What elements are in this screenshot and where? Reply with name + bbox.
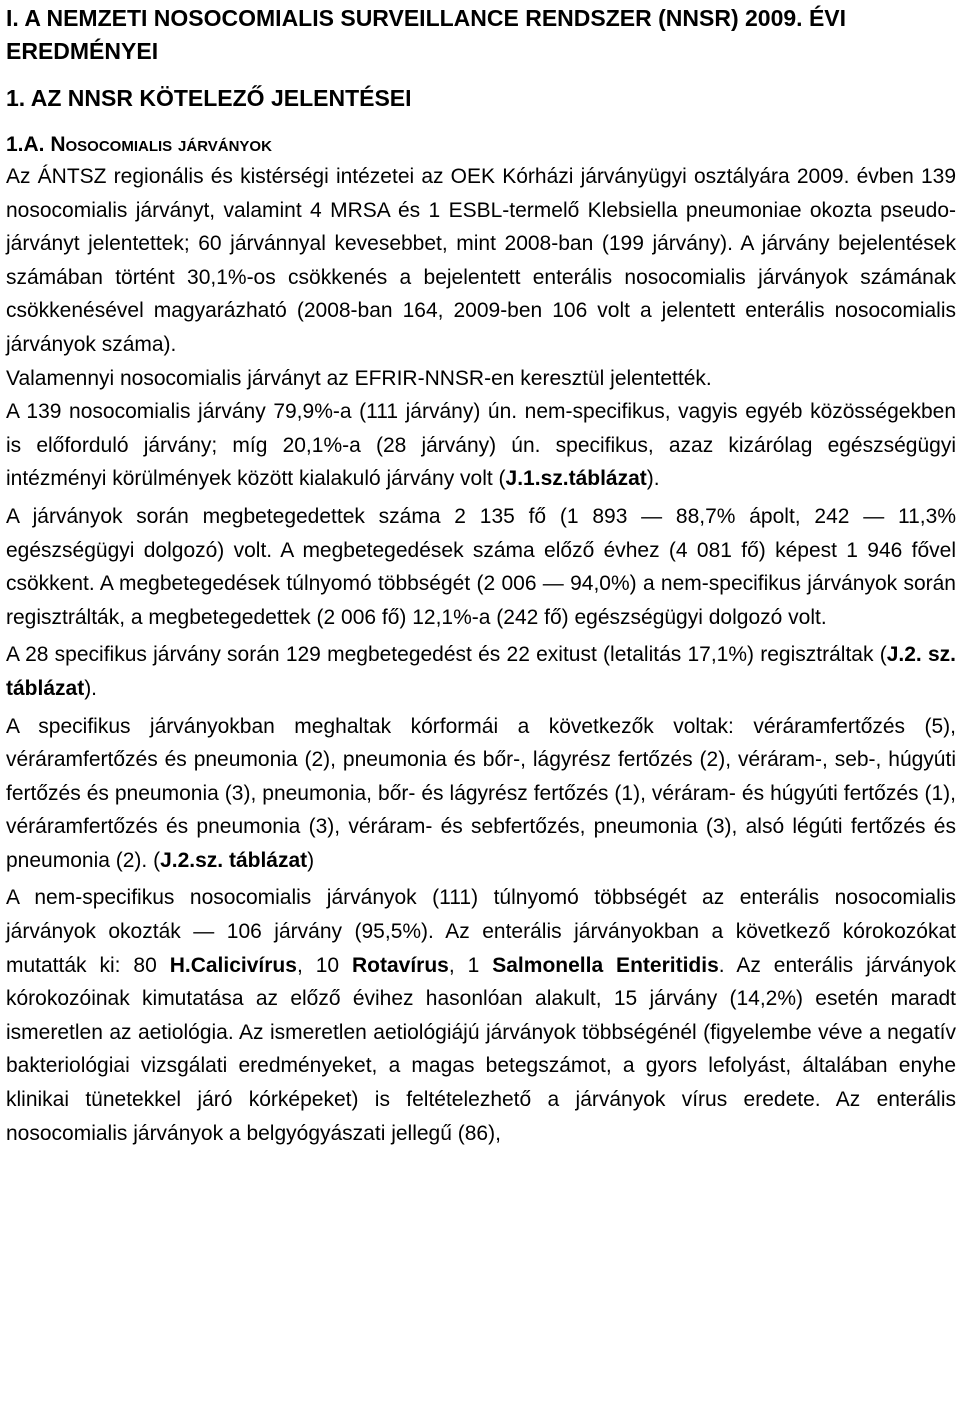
paragraph-5: [6, 638, 956, 705]
table-reference: J.2.sz. táblázat: [160, 848, 308, 872]
paragraph-6: [6, 710, 956, 878]
pathogen-name: H.Calicivírus: [169, 953, 297, 977]
paragraph-6-text: A specifikus járványokban meghaltak kórformái a következők voltak: véráramfertőzés (5), véráramfertőzés és pneumonia (2), pneumonia és bőr-, lágyrész fertőzés (2), véráram-, seb-, húgyúti fertőzés és pneumonia (3), pneumonia, bőr- és lágyrész fertőzés (1), véráram- és húgyúti fertőzés (1), véráramfertőzés és pneumonia (3), véráram- és sebfertőzés, pneumonia (3), alsó légúti fertőzés és pneumonia (2). (: [6, 714, 956, 872]
separator: , 1: [448, 953, 493, 977]
paragraph-2-text: Valamennyi nosocomialis járványt az EFRIR-NNSR-en keresztül jelentették.: [6, 366, 712, 390]
document-page: [6, 0, 956, 1150]
paragraph-4-text: A járványok során megbetegedettek száma 2 135 fő (1 893 — 88,7% ápolt, 242 — 11,3% egészségügyi dolgozó) volt. A megbetegedések száma előző évhez (4 081 fő) képest 1 946 fővel csökkent. A megbetegedések túlnyomó többségét (2 006 — 94,0%) a nem-specifikus járványok során regisztrálták, a megbetegedettek (2 006 fő) 12,1%-a (242 fő) egészségügyi dolgozó volt.: [6, 504, 956, 629]
paragraph-5-end: ).: [84, 676, 98, 700]
body-text: [6, 160, 956, 1150]
paragraph-2: [6, 362, 956, 396]
paragraph-3-end: ).: [646, 467, 660, 491]
section-heading: 1. AZ NNSR KÖTELEZŐ JELENTÉSEI: [6, 85, 412, 111]
paragraph-7-text: A nem-specifikus nosocomialis járványok (111) túlnyomó többségét az enterális nosocomialis járványok okozták — 106 járvány (95,5%). Az enterális járványokban a következő kórokozókat mutatták ki: 80: [6, 886, 956, 977]
table-reference: J.2. sz. táblázat: [6, 643, 956, 700]
paragraph-5-text: A 28 specifikus járvány során 129 megbetegedést és 22 exitust (letalitás 17,1%) regisztráltak (: [6, 643, 887, 667]
paragraph-7-rest: . Az enterális járványok kórokozóinak kimutatása az előző évihez hasonlóan alakult, 15 járvány (14,2%) esetén maradt ismeretlen az aetiológia. Az ismeretlen aetiológiájú járványok többségénél (figyelembe véve a negatív bakteriológiai vizsgálati eredményeket, a magas betegszámot, a gyors lefolyást, általában enyhe klinikai tünetekkel járó kórképeket) is feltételezhető a járványok vírus eredete. Az enterális nosocomialis járványok a belgyógyászati jellegű (86),: [6, 953, 956, 1145]
table-reference: J.1.sz.táblázat: [505, 467, 647, 491]
paragraph-7: [6, 881, 956, 1150]
paragraph-3-text: A 139 nosocomialis járvány 79,9%-a (111 járvány) ún. nem-specifikus, vagyis egyéb közösségekben is előforduló járvány; míg 20,1%-a (28 járvány) ún. specifikus, azaz kizárólag egészségügyi intézményi körülmények között kialakuló járvány volt (: [6, 400, 956, 491]
paragraph-1: [6, 160, 956, 362]
pathogen-name: Salmonella Enteritidis: [492, 953, 719, 977]
paragraph-4: [6, 500, 956, 634]
separator: , 10: [296, 953, 352, 977]
main-heading: I. A NEMZETI NOSOCOMIALIS SURVEILLANCE RENDSZER (NNSR) 2009. ÉVI EREDMÉNYEI: [6, 5, 847, 64]
pathogen-name: Rotavírus: [352, 953, 449, 977]
subsection-heading: 1.A. Nosocomialis járványok: [6, 133, 272, 156]
paragraph-1-text: Az ÁNTSZ regionális és kistérségi intézetei az OEK Kórházi járványügyi osztályára 2009. évben 139 nosocomialis járványt, valamint 4 MRSA és 1 ESBL-termelő Klebsiella pneumoniae okozta pseudo-járványt jelentettek; 60 járvánnyal kevesebbet, mint 2008-ban (199 járvány). A járvány bejelentések számában történt 30,1%-os csökkenés a bejelentett enterális nosocomialis járványok számának csökkenésével magyarázható (2008-ban 164, 2009-ben 106 volt a jelentett enterális nosocomialis járványok száma).: [6, 165, 956, 356]
paragraph-3: [6, 395, 956, 496]
paragraph-6-end: ): [307, 848, 315, 872]
